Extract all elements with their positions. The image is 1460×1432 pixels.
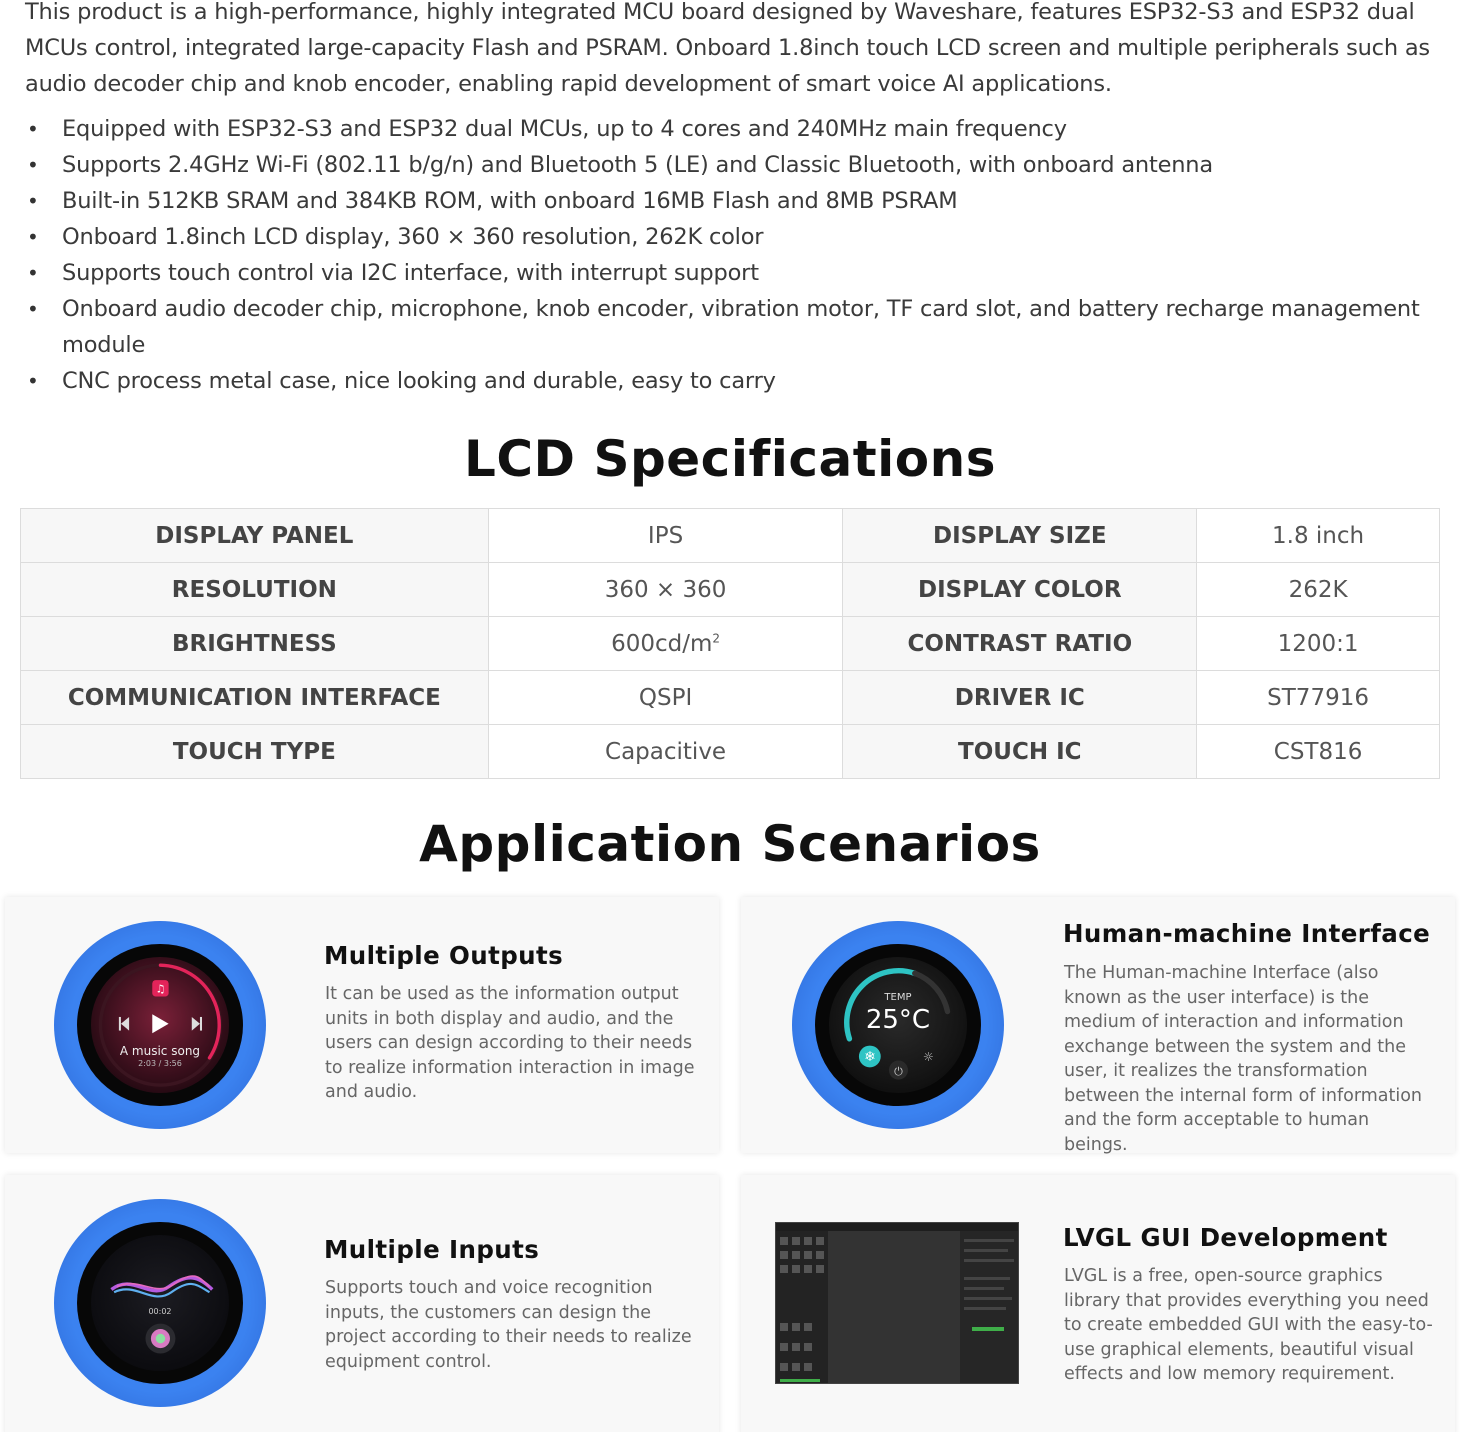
spec-key: RESOLUTION [21,563,489,617]
svg-text:♫: ♫ [155,982,165,996]
spec-key: TOUCH IC [843,725,1197,779]
svg-text:☼: ☼ [922,1050,934,1065]
card-title: Multiple Outputs [324,941,564,970]
spec-value: ST77916 [1197,671,1440,725]
voice-input-device-image [54,1199,266,1407]
card-description: It can be used as the information output units in both display and audio, and the users can design according to their needs to realize information interaction in image and audio. [325,984,695,1102]
table-row [21,671,1440,725]
feature-item: • Onboard audio decoder chip, microphone, knob encoder, vibration motor, TF card slot, and battery recharge management module [25,291,1445,363]
card-title: Human-machine Interface [1063,919,1431,948]
voice-wave-screen [91,1235,230,1371]
temp-label: TEMP [884,992,912,1004]
spec-value: QSPI [488,671,843,725]
card-description: Supports touch and voice recognition inputs, the customers can design the project according to their needs to realize equipment control. [325,1278,692,1372]
spec-key: COMMUNICATION INTERFACE [21,671,489,725]
spec-key: DISPLAY SIZE [843,509,1197,563]
feature-item: • Onboard 1.8inch LCD display, 360 × 360 resolution, 262K color [25,219,1445,255]
spec-value: 262K [1197,563,1440,617]
lcd-specifications-heading: LCD Specifications [464,430,996,488]
feature-list [25,111,1445,399]
card-title: Multiple Inputs [324,1235,540,1264]
spec-value-superscript: 2 [712,630,721,645]
spec-value: CST816 [1197,725,1440,779]
spec-key: DRIVER IC [843,671,1197,725]
spec-key: CONTRAST RATIO [843,617,1197,671]
card-description: The Human-machine Interface (also known as the user interface) is the medium of interaction and information exchange between the system and the user, it realizes the transformation between the internal form of information and the form acceptable to human beings. [1064,963,1423,1155]
music-player-device-image [54,921,266,1129]
spec-value: IPS [488,509,843,563]
table-row [21,617,1440,671]
feature-item: • CNC process metal case, nice looking and durable, easy to carry [25,363,1445,399]
card-lvgl-gui-development [741,1175,1455,1432]
temp-value: 25°C [865,1004,931,1035]
editor-window-image [776,1223,1019,1384]
svg-text:⏻: ⏻ [893,1064,903,1078]
table-row [21,509,1440,563]
feature-item: • Equipped with ESP32-S3 and ESP32 dual MCUs, up to 4 cores and 240MHz main frequency [25,111,1445,147]
spec-value: 1200:1 [1197,617,1440,671]
spec-value [488,617,843,671]
song-time: 2:03 / 3:56 [138,1059,182,1069]
recording-time: 00:02 [148,1307,172,1317]
svg-text:❄: ❄ [863,1049,876,1066]
table-row [21,725,1440,779]
application-scenarios-heading: Application Scenarios [419,815,1041,873]
spec-key: DISPLAY PANEL [21,509,489,563]
feature-item: • Built-in 512KB SRAM and 384KB ROM, with onboard 16MB Flash and 8MB PSRAM [25,183,1445,219]
thermostat-device-image [792,921,1004,1129]
spec-key: BRIGHTNESS [21,617,489,671]
spec-key: TOUCH TYPE [21,725,489,779]
card-multiple-outputs [5,897,719,1153]
spec-value-text: 600cd/m [611,630,713,657]
lvgl-editor-screenshot [775,1222,1019,1384]
spec-value: 360 × 360 [488,563,843,617]
card-multiple-inputs [5,1175,719,1432]
feature-item: • Supports touch control via I2C interface, with interrupt support [25,255,1445,291]
card-human-machine-interface [741,897,1455,1153]
music-player-screen [91,957,230,1093]
card-description: LVGL is a free, open-source graphics library that provides everything you need to create embedded GUI with the easy-to-use graphical elements, beautiful visual effects and low memory requirement. [1064,1266,1433,1384]
song-title: A music song [119,1044,201,1059]
feature-item: • Supports 2.4GHz Wi-Fi (802.11 b/g/n) and Bluetooth 5 (LE) and Classic Bluetooth, with onboard antenna [25,147,1445,183]
lcd-spec-table [20,508,1440,779]
intro-paragraph: This product is a high-performance, highly integrated MCU board designed by Waveshare, features ESP32-S3 and ESP32 dual MCUs control, integrated large-capacity Flash and PSRAM. Onboard 1.8inch touch LCD screen and multiple peripherals such as audio decoder chip and knob encoder, enabling rapid development of smart voice AI applications. [25,0,1430,97]
spec-key: DISPLAY COLOR [843,563,1197,617]
spec-value: 1.8 inch [1197,509,1440,563]
spec-value: Capacitive [488,725,843,779]
card-title: LVGL GUI Development [1063,1223,1388,1252]
table-row [21,563,1440,617]
